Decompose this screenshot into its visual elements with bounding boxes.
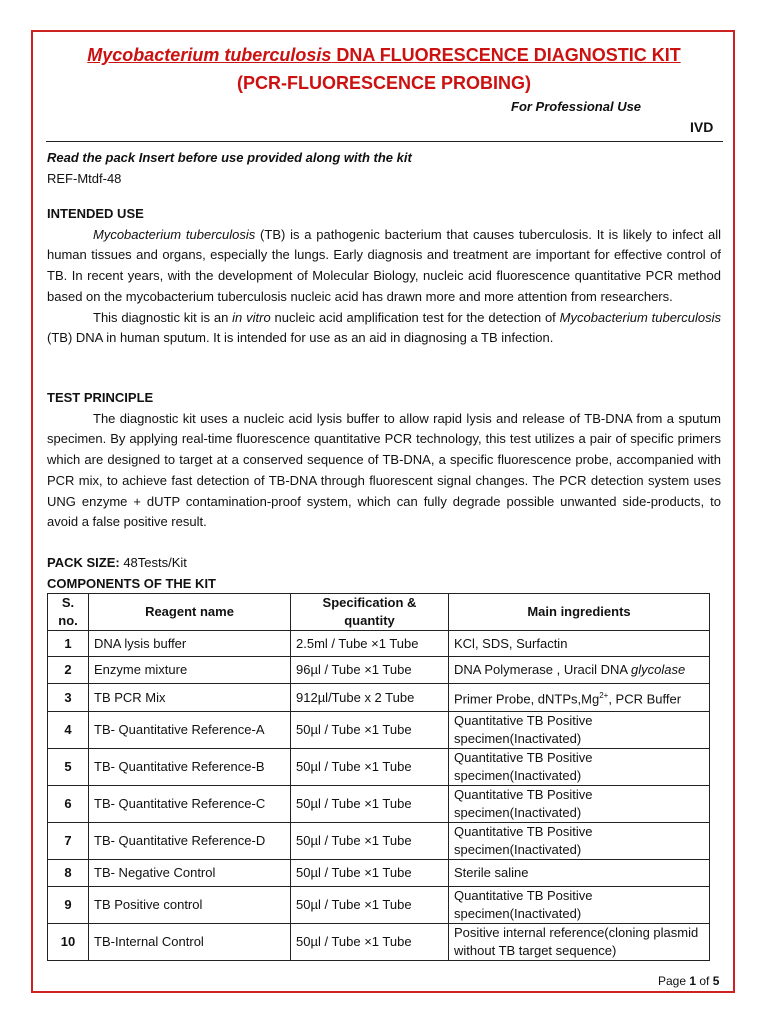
ref-code: REF-Mtdf-48 (47, 170, 122, 186)
header-divider (46, 141, 723, 142)
header-sno: S. no. (48, 594, 89, 631)
header-reagent: Reagent name (89, 594, 291, 631)
table-row (48, 924, 710, 961)
document-subtitle: (PCR-FLUORESCENCE PROBING) (236, 73, 531, 93)
table-row (48, 749, 710, 786)
page-of: of (696, 974, 713, 988)
document-title (0, 45, 768, 66)
cell-spec: 50µl / Tube ×1 Tube (291, 712, 449, 749)
page-number (658, 974, 719, 988)
cell-sno: 8 (48, 860, 89, 887)
cell-ingredients (449, 887, 710, 924)
cell-sno: 6 (48, 786, 89, 823)
ingredient-text: Positive internal reference(cloning plasmid without TB target sequence) (454, 925, 699, 958)
header-ingredients: Main ingredients (449, 594, 710, 631)
intended-use-section (47, 204, 721, 349)
cell-ingredients (449, 684, 710, 712)
table-row (48, 684, 710, 712)
ingredient-text: Quantitative TB Positive specimen(Inactivated) (454, 787, 593, 820)
paragraph-text: This diagnostic kit is an (93, 309, 233, 325)
cell-ingredients (449, 631, 710, 657)
cell-sno: 1 (48, 631, 89, 657)
cell-reagent: TB- Quantitative Reference-D (89, 823, 291, 860)
pack-size (47, 553, 721, 574)
table-row (48, 887, 710, 924)
intended-use-paragraph-2 (47, 308, 721, 349)
cell-ingredients (449, 657, 710, 684)
pack-size-label: PACK SIZE: (47, 555, 120, 570)
table-row (48, 860, 710, 887)
header-spec: Specification & quantity (291, 594, 449, 631)
cell-reagent: TB- Quantitative Reference-C (89, 786, 291, 823)
ingredient-text: Quantitative TB Positive specimen(Inactivated) (454, 713, 593, 746)
cell-spec: 50µl / Tube ×1 Tube (291, 924, 449, 961)
cell-sno: 10 (48, 924, 89, 961)
cell-ingredients (449, 786, 710, 823)
ingredient-text: Quantitative TB Positive specimen(Inactivated) (454, 750, 593, 783)
cell-spec: 50µl / Tube ×1 Tube (291, 786, 449, 823)
cell-reagent: TB PCR Mix (89, 684, 291, 712)
title-species: Mycobacterium tuberculosis (87, 45, 332, 65)
test-principle-section (47, 388, 721, 533)
table-row (48, 786, 710, 823)
ingredient-text: KCl, SDS, Surfactin (454, 635, 568, 651)
species-name: Mycobacterium tuberculosis (93, 226, 256, 242)
in-vitro-term: in vitro (232, 309, 271, 325)
ingredient-text: , PCR Buffer (608, 691, 682, 707)
cell-spec: 96µl / Tube ×1 Tube (291, 657, 449, 684)
cell-spec: 50µl / Tube ×1 Tube (291, 823, 449, 860)
cell-spec: 2.5ml / Tube ×1 Tube (291, 631, 449, 657)
intended-use-paragraph-1 (47, 225, 721, 308)
table-row (48, 657, 710, 684)
components-heading: COMPONENTS OF THE KIT (47, 575, 216, 591)
cell-reagent: Enzyme mixture (89, 657, 291, 684)
table-row (48, 712, 710, 749)
cell-spec: 912µl/Tube x 2 Tube (291, 684, 449, 712)
page-prefix: Page (658, 974, 690, 988)
cell-sno: 5 (48, 749, 89, 786)
cell-sno: 3 (48, 684, 89, 712)
intro-block (47, 148, 721, 189)
test-principle-paragraph: The diagnostic kit uses a nucleic acid lysis buffer to allow rapid lysis and release of TB-DNA from a sputum specimen. By applying real-time fluorescence quantitative PCR technology, this test utilizes a pair of specific primers which are designed to target at a conserved sequence of TB-DNA, a specific fluorescence probe, accompanied with PCR mix, to achieve fast detection of TB-DNA through fluorescent signal changes. The PCR detection system uses UNG enzyme + dUTP contamination-proof system, which can fully degrade possible unwanted side-products, to avoid a false positive result. (47, 410, 721, 530)
page-total: 5 (712, 974, 720, 988)
cell-reagent: TB- Quantitative Reference-A (89, 712, 291, 749)
insert-note: Read the pack Insert before use provided along with the kit (47, 150, 412, 165)
ingredient-text: Sterile saline (454, 865, 529, 880)
ingredient-text: Primer Probe, dNTPs,Mg (454, 691, 600, 707)
intended-use-heading: INTENDED USE (47, 206, 144, 221)
cell-reagent: TB- Quantitative Reference-B (89, 749, 291, 786)
cell-sno: 7 (48, 823, 89, 860)
species-name: Mycobacterium tuberculosis (559, 309, 721, 325)
pack-size-value: 48Tests/Kit (119, 555, 187, 570)
table-row (48, 823, 710, 860)
cell-ingredients (449, 749, 710, 786)
cell-spec: 50µl / Tube ×1 Tube (291, 887, 449, 924)
professional-use-note: For Professional Use (511, 99, 642, 114)
cell-spec: 50µl / Tube ×1 Tube (291, 860, 449, 887)
table-header-row (48, 594, 710, 631)
cell-reagent: TB Positive control (89, 887, 291, 924)
ingredient-text: Quantitative TB Positive specimen(Inactivated) (454, 824, 593, 857)
cell-spec: 50µl / Tube ×1 Tube (291, 749, 449, 786)
ingredient-italic: glycolase (631, 662, 686, 677)
cell-reagent: TB-Internal Control (89, 924, 291, 961)
cell-ingredients (449, 823, 710, 860)
paragraph-text: nucleic acid amplification test for the detection of (270, 309, 560, 325)
ivd-label: IVD (690, 119, 714, 135)
cell-ingredients (449, 712, 710, 749)
cell-sno: 2 (48, 657, 89, 684)
paragraph-text: (TB) DNA in human sputum. It is intended for use as an aid in diagnosing a TB infection. (47, 330, 554, 346)
title-rest: DNA FLUORESCENCE DIAGNOSTIC KIT (331, 45, 681, 65)
cell-reagent: TB- Negative Control (89, 860, 291, 887)
cell-sno: 4 (48, 712, 89, 749)
cell-reagent: DNA lysis buffer (89, 631, 291, 657)
cell-ingredients (449, 924, 710, 961)
ingredient-text: Quantitative TB Positive specimen(Inactivated) (454, 888, 593, 921)
pack-section (47, 553, 721, 594)
components-table (47, 593, 710, 961)
ingredient-superscript: 2+ (599, 690, 609, 700)
ingredient-text: DNA Polymerase , Uracil DNA (454, 662, 631, 677)
page-current: 1 (689, 974, 697, 988)
cell-sno: 9 (48, 887, 89, 924)
table-row (48, 631, 710, 657)
cell-ingredients (449, 860, 710, 887)
paragraph-text: (TB) is a pathogenic bacterium that causes tuberculosis. It is likely to infect all human tissues and organs, especially the lungs. Early diagnosis and treatment are important for effective control of TB. In recent years, with the development of Molecular Biology, nucleic acid fluorescence quantitative PCR method based on the mycobacterium tuberculosis nucleic acid has drawn more and more attention from researchers. (47, 226, 721, 304)
test-principle-heading: TEST PRINCIPLE (47, 390, 154, 405)
